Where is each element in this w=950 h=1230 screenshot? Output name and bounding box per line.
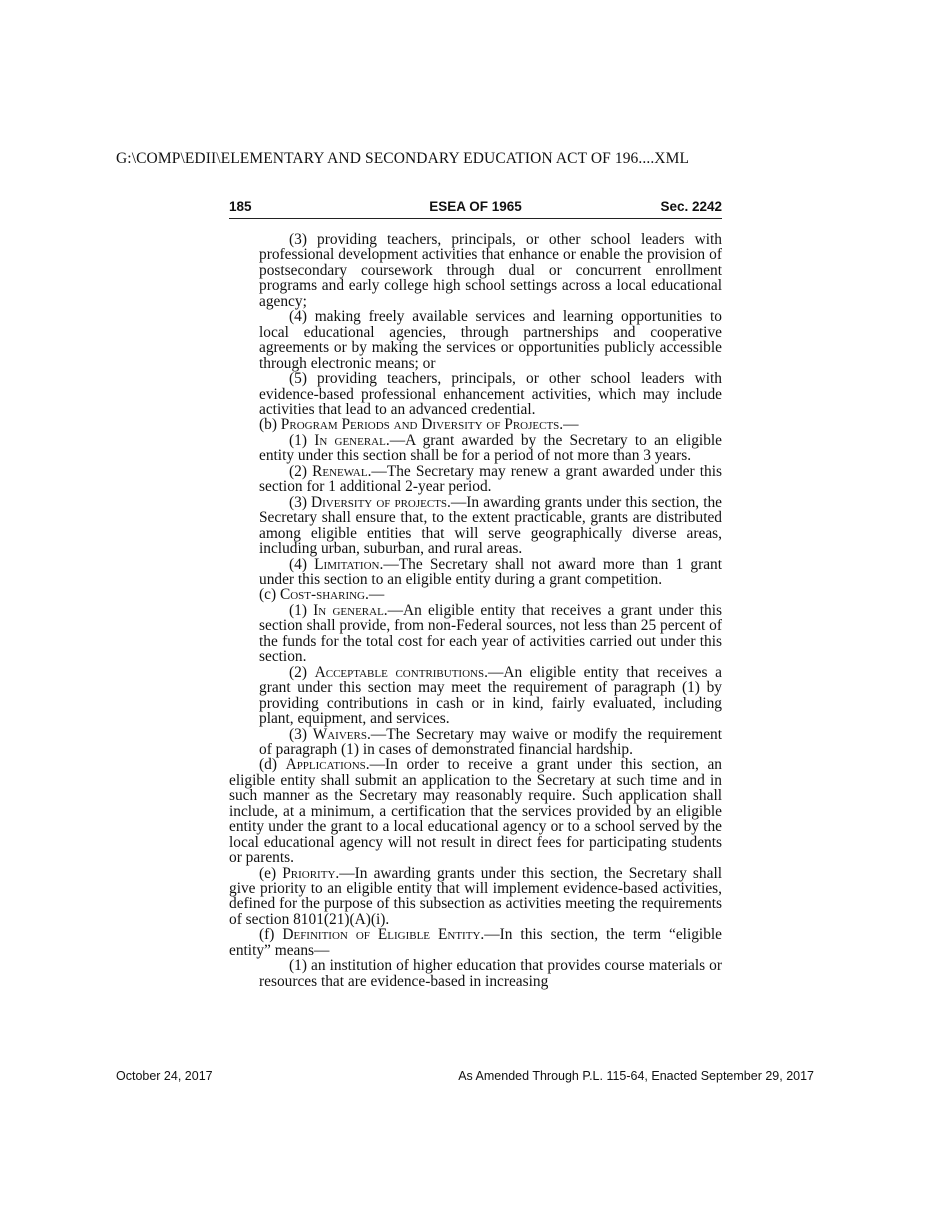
paragraph-b4-text: —The Secretary shall not award more than 1 grant under this section to an eligible entity during a grant competition. [259, 555, 723, 588]
subsection-f-heading: Definition of Eligible Entity. [282, 926, 485, 944]
paragraph-b4 [229, 557, 722, 588]
paragraph-c2-label: (2) [289, 663, 315, 681]
paragraph-a4: (4) making freely available services and learning opportunities to local educational agencies, through partnerships and cooperative agreements or by making the services or opportunities publicly accessible through electronic means; or [259, 308, 722, 372]
document-body [229, 232, 722, 989]
paragraph-c3-label: (3) [289, 725, 313, 743]
paragraph-b2-text: —The Secretary may renew a grant awarded under this section for 1 additional 2-year period. [259, 462, 722, 496]
subsection-d-heading: Applications. [285, 756, 370, 774]
subsection-e [229, 866, 722, 928]
paragraph-b4-heading: Limitation. [314, 555, 384, 573]
subsection-e-label: (e) [259, 864, 283, 882]
paragraph-c2 [229, 665, 722, 727]
subsection-c-label: (c) [259, 586, 280, 604]
paragraph-f1: (1) an institution of higher education that provides course materials or resources that are evidence-based in increasing [259, 957, 722, 990]
paragraph-a3: (3) providing teachers, principals, or other school leaders with professional development activities that enhance or enable the provision of postsecondary coursework through dual or concurrent enrollment programs and early college high school settings across a local educational agency; [259, 231, 722, 310]
page-number: 185 [229, 199, 252, 214]
paragraph-c2-text: —An eligible entity that receives a grant under this section may meet the requirement of paragraph (1) by providing contributions in cash or in kind, fairly evaluated, including plant, equipment, and services. [259, 663, 722, 728]
footer-amendment: As Amended Through P.L. 115-64, Enacted September 29, 2017 [458, 1069, 814, 1083]
file-path: G:\COMP\EDII\ELEMENTARY AND SECONDARY EDUCATION ACT OF 196....XML [116, 150, 690, 167]
paragraph-b1-text: —A grant awarded by the Secretary to an eligible entity under this section shall be for a period of not more than 3 years. [259, 431, 723, 465]
paragraph-a5: (5) providing teachers, principals, or other school leaders with evidence-based professional enhancement activities, which may include activities that lead to an advanced credential. [259, 370, 722, 418]
paragraph-c3-heading: Waivers. [312, 725, 371, 743]
paragraph-b2 [229, 464, 722, 495]
paragraph-b2-heading: Renewal. [312, 462, 372, 480]
paragraph-c1-text: —An eligible entity that receives a grant under this section shall provide, from non-Federal sources, not less than 25 percent of the funds for the total cost for each year of activities carried out under this section. [259, 601, 723, 666]
paragraph-b2-label: (2) [289, 462, 313, 480]
paragraph-c1 [229, 603, 722, 665]
subsection-d-text: —In order to receive a grant under this section, an eligible entity shall submit an application to the Secretary at such time and in such manner as the Secretary may reasonably require. Such application shall include, at a minimum, a certification that the services provided by an eligible entity under the grant to a local educational agency or to a school served by the local educational agency will not result in direct fees for participating students or parents. [229, 756, 723, 867]
paragraph-c3-text: —The Secretary may waive or modify the requirement of paragraph (1) in cases of demonstrated financial hardship. [259, 725, 723, 758]
paragraph-b1-heading: In general. [314, 431, 390, 449]
subsection-e-heading: Priority. [282, 864, 340, 882]
subsection-d [229, 757, 722, 865]
subsection-f-label: (f) [259, 926, 283, 944]
subsection-b-title: Program Periods and Diversity of Projects.— [280, 416, 579, 434]
section-number: Sec. 2242 [660, 199, 722, 214]
running-title: ESEA OF 1965 [429, 199, 522, 214]
subsection-e-text: —In awarding grants under this section, the Secretary shall give priority to an eligible entity that will implement evidence-based activities, defined for the purpose of this subsection as activities meeting the requirements of section 8101(21)(A)(i). [229, 864, 722, 928]
paragraph-c1-heading: In general. [313, 601, 388, 619]
paragraph-c3 [229, 727, 722, 758]
subsection-b-heading [229, 417, 722, 432]
subsection-d-label: (d) [259, 756, 286, 774]
subsection-c-heading [229, 587, 722, 602]
paragraph-b4-label: (4) [289, 555, 315, 573]
paragraph-b3 [229, 495, 722, 557]
paragraph-c1-label: (1) [289, 601, 314, 619]
paragraph-b1-label: (1) [289, 431, 315, 449]
paragraph-b3-text: —In awarding grants under this section, the Secretary shall ensure that, to the extent practicable, grants are distributed among eligible entities that will serve geographically diverse areas, including urban, suburban, and rural areas. [259, 493, 722, 558]
page-header [229, 198, 722, 219]
paragraph-b3-label: (3) [289, 493, 312, 511]
subsection-f-text: —In this section, the term “eligible entity” means— [229, 926, 722, 959]
paragraph-b1 [229, 433, 722, 464]
paragraph-c2-heading: Acceptable contributions. [314, 663, 488, 681]
subsection-f [229, 927, 722, 958]
subsection-b-label: (b) [259, 416, 281, 434]
subsection-c-title: Cost-sharing.— [279, 586, 385, 604]
footer-date: October 24, 2017 [116, 1069, 213, 1083]
paragraph-b3-heading: Diversity of projects. [311, 493, 451, 511]
